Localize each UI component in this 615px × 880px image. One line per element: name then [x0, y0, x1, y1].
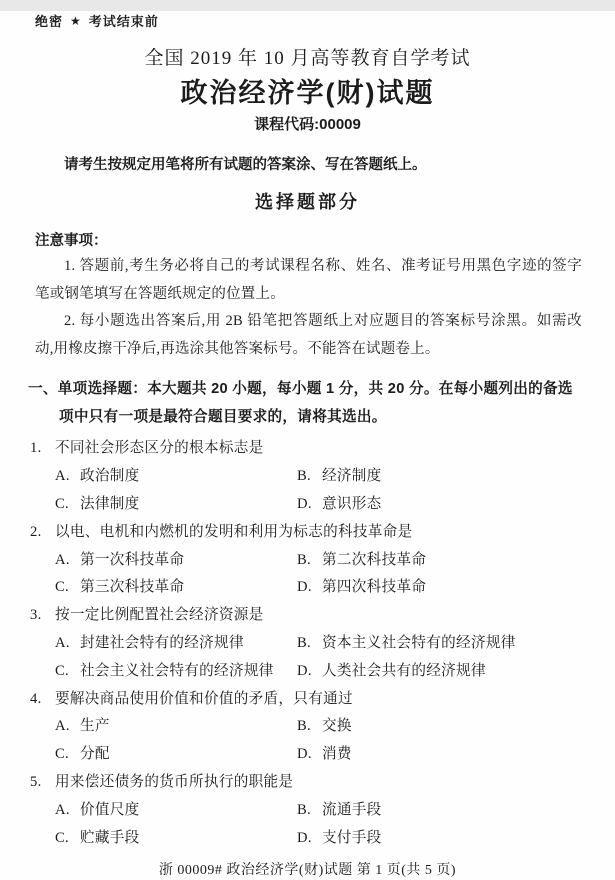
option-label: C.: [55, 662, 69, 679]
option-item: [297, 547, 585, 575]
option-label: C.: [55, 829, 69, 846]
question-stem-row: [30, 686, 585, 714]
option-label: A.: [55, 468, 70, 485]
option-text: 第三次科技革命: [80, 579, 185, 596]
question-stem: 用来偿还债务的货币所执行的职能是: [55, 773, 294, 790]
option-item: [297, 825, 585, 853]
option-text: 资本主义社会特有的经济规律: [322, 634, 516, 651]
option-label: A.: [55, 718, 70, 735]
question-number: 2.: [30, 523, 42, 540]
option-text: 消费: [322, 746, 352, 763]
option-grid: [55, 630, 585, 686]
option-item: [55, 713, 297, 741]
option-label: B.: [297, 634, 311, 651]
option-item: [55, 630, 297, 658]
option-item: [55, 741, 297, 769]
option-text: 法律制度: [80, 495, 140, 512]
section-title: 选择题部分: [255, 192, 360, 212]
exam-session-title: 全国 2019 年 10 月高等教育自学考试: [144, 48, 471, 69]
option-item: [55, 825, 297, 853]
exam-paper-page: [0, 11, 615, 880]
option-label: B.: [297, 468, 311, 485]
answer-sheet-notice: 请考生按规定用笔将所有试题的答案涂、写在答题纸上。: [64, 157, 427, 173]
option-label: D.: [297, 662, 312, 679]
option-text: 社会主义社会特有的经济规律: [80, 662, 274, 679]
option-label: A.: [55, 801, 70, 818]
option-item: [55, 797, 297, 825]
question-list: [30, 435, 585, 852]
option-item: [55, 547, 297, 575]
note-item-1: 1. 答题前,考生务必将自己的考试课程名称、姓名、准考证号用黑色字迹的签字笔或钢笔填写在答题纸规定的位置上。: [35, 258, 582, 302]
option-item: [297, 741, 585, 769]
option-text: 政治制度: [80, 468, 140, 485]
option-label: C.: [55, 579, 69, 596]
option-item: [297, 630, 585, 658]
option-grid: [55, 463, 585, 519]
option-text: 第二次科技革命: [322, 551, 427, 568]
question-block-1: [30, 435, 585, 518]
option-grid: [55, 713, 585, 769]
option-text: 第一次科技革命: [80, 551, 185, 568]
page-footer: 浙 00009# 政治经济学(财)试题 第 1 页(共 5 页): [158, 863, 457, 879]
notes-heading: 注意事项：: [35, 233, 108, 249]
option-label: A.: [55, 551, 70, 568]
option-item: [55, 574, 297, 602]
option-label: D.: [297, 495, 312, 512]
question-number: 5.: [30, 773, 42, 790]
option-label: B.: [297, 551, 311, 568]
question-stem-row: [30, 435, 585, 463]
option-item: [55, 491, 297, 519]
question-stem: 按一定比例配置社会经济资源是: [55, 607, 264, 624]
classification-banner: [35, 11, 615, 30]
star-icon: ★: [70, 13, 82, 28]
paper-title: 政治经济学(财)试题: [180, 78, 435, 108]
option-label: B.: [297, 801, 311, 818]
option-label: D.: [297, 746, 312, 763]
note-item-2: 2. 每小题选出答案后,用 2B 铅笔把答题纸上对应题目的答案标号涂黑。如需改动,用橡皮擦干净后,再选涂其他答案标号。不能答在试题卷上。: [35, 313, 582, 357]
option-text: 封建社会特有的经济规律: [80, 634, 244, 651]
option-label: C.: [55, 495, 69, 512]
option-text: 经济制度: [322, 468, 382, 485]
option-text: 第四次科技革命: [322, 579, 427, 596]
question-block-3: [30, 602, 585, 685]
option-text: 人类社会共有的经济规律: [322, 662, 486, 679]
question-number: 4.: [30, 690, 42, 707]
option-label: D.: [297, 829, 312, 846]
question-stem-row: [30, 519, 585, 547]
question-stem-row: [30, 769, 585, 797]
option-grid: [55, 547, 585, 603]
option-grid: [55, 797, 585, 853]
question-stem-row: [30, 602, 585, 630]
secrecy-label: 绝密: [35, 14, 64, 29]
question-block-4: [30, 686, 585, 769]
option-text: 价值尺度: [80, 801, 140, 818]
option-item: [297, 713, 585, 741]
option-text: 贮藏手段: [80, 829, 140, 846]
question-block-2: [30, 519, 585, 602]
option-item: [55, 658, 297, 686]
option-label: C.: [55, 746, 69, 763]
option-item: [297, 491, 585, 519]
question-stem: 不同社会形态区分的根本标志是: [55, 440, 264, 457]
option-text: 支付手段: [322, 829, 382, 846]
option-text: 交换: [322, 718, 352, 735]
option-item: [297, 463, 585, 491]
question-stem: 要解决商品使用价值和价值的矛盾，只有通过: [55, 690, 353, 707]
option-label: A.: [55, 634, 70, 651]
timing-label: 考试结束前: [88, 14, 159, 29]
course-code: 课程代码:00009: [254, 116, 361, 133]
question-number: 1.: [30, 440, 42, 457]
option-item: [55, 463, 297, 491]
option-text: 流通手段: [322, 801, 382, 818]
question-block-5: [30, 769, 585, 852]
option-item: [297, 574, 585, 602]
option-item: [297, 658, 585, 686]
question-number: 3.: [30, 607, 42, 624]
part-one-heading: 一、单项选择题：本大题共 20 小题，每小题 1 分，共 20 分。在每小题列出的备选项中只有一项是最符合题目要求的，请将其选出。: [28, 381, 573, 425]
option-text: 生产: [80, 718, 110, 735]
option-text: 意识形态: [322, 495, 382, 512]
option-label: D.: [297, 579, 312, 596]
option-item: [297, 797, 585, 825]
question-stem: 以电、电机和内燃机的发明和利用为标志的科技革命是: [55, 523, 413, 540]
option-label: B.: [297, 718, 311, 735]
option-text: 分配: [80, 746, 110, 763]
